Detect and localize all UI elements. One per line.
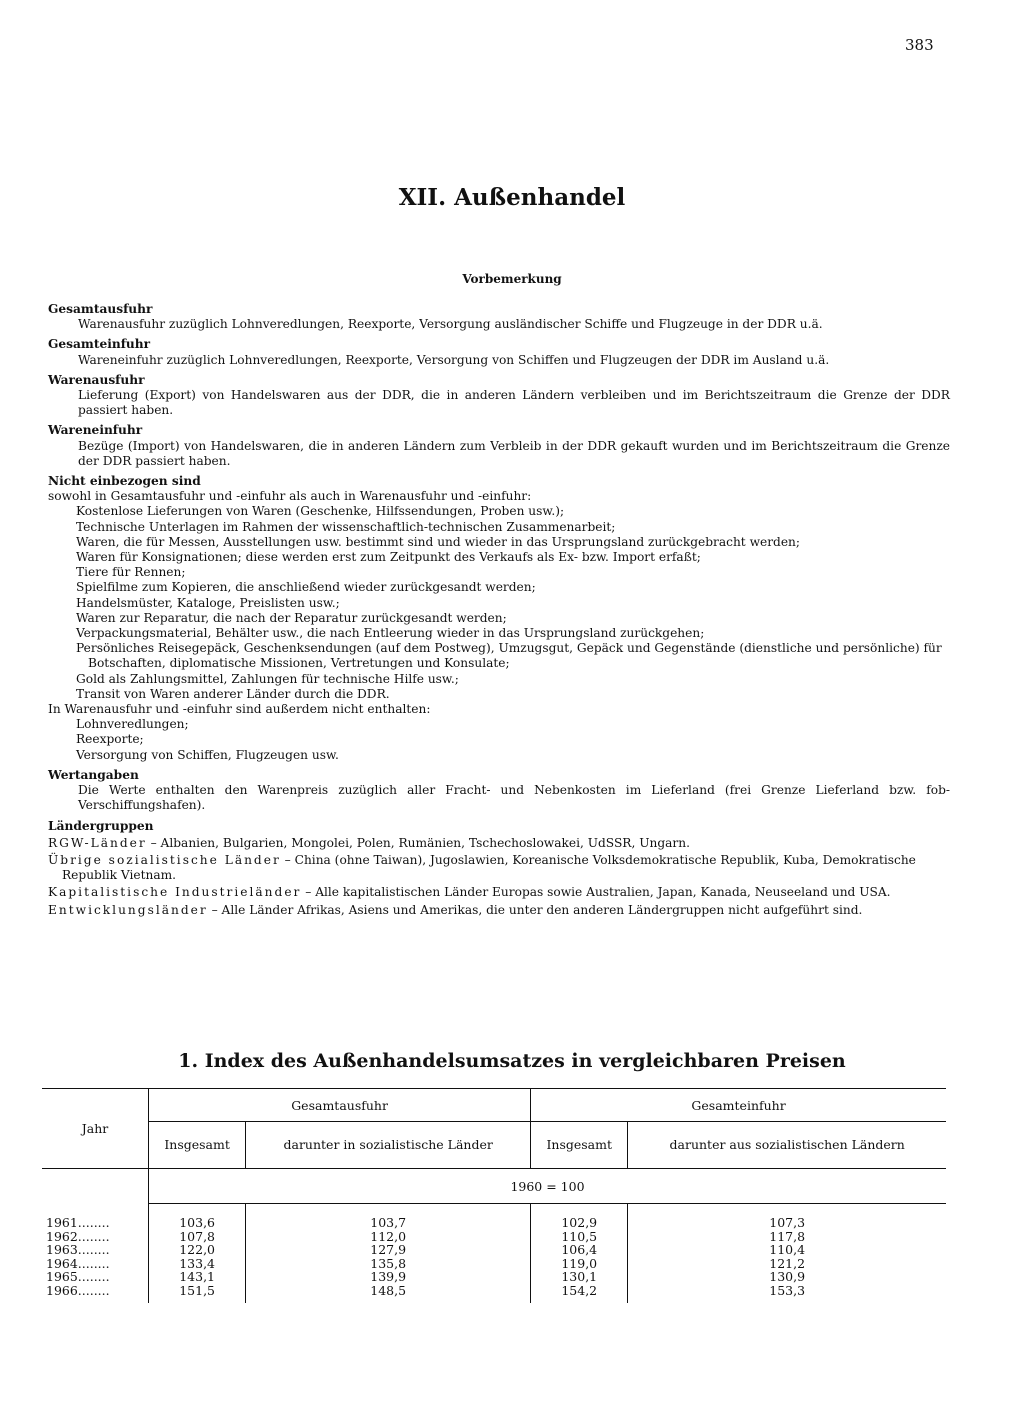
table-row xyxy=(42,1257,946,1271)
import-socialist-cell: 110,4 xyxy=(769,1242,806,1257)
country-group-rgw xyxy=(48,836,950,851)
section-body-gesamteinfuhr: Wareneinfuhr zuzüglich Lohnveredlungen, Reexporte, Versorgung von Schiffen und Flugzeugen der DDR im Ausland u.ä. xyxy=(78,352,830,367)
export-total-cell: 133,4 xyxy=(149,1257,246,1271)
trade-index-table xyxy=(42,1088,946,1303)
year-cell: 1964........ xyxy=(42,1257,149,1271)
list-item: Waren, die für Messen, Ausstellungen usw. bestimmt sind und wieder in das Ursprungsland zurückgebracht werden; xyxy=(76,534,801,549)
import-total-cell: 130,1 xyxy=(531,1270,628,1284)
list-item: Persönliches Reisegepäck, Geschenksendungen (auf dem Postweg), Umzugsgut, Gepäck und Gegenstände (dienstliche und persönliche) für Botschaften, diplomatische Missionen, Vertretungen und Konsulate; xyxy=(76,641,942,671)
country-group-name: RGW-Länder xyxy=(48,835,147,850)
table-title: 1. Index des Außenhandelsumsatzes in vergleichbaren Preisen xyxy=(178,1050,846,1072)
chapter-title: XII. Außenhandel xyxy=(398,184,626,211)
base-year-header: 1960 = 100 xyxy=(149,1169,947,1204)
year-column-header: Jahr xyxy=(42,1089,149,1169)
table-row xyxy=(42,1270,946,1284)
section-body-warenausfuhr: Lieferung (Export) von Handelswaren aus der DDR, die in anderen Ländern verbleiben und im Berichtszeitraum die Grenze der DDR passiert haben. xyxy=(78,388,950,418)
export-socialist-cell: 103,7 xyxy=(246,1216,531,1230)
export-total-cell: 122,0 xyxy=(149,1243,246,1257)
export-total-cell: 143,1 xyxy=(149,1270,246,1284)
import-total-cell: 106,4 xyxy=(531,1243,628,1257)
export-group-header: Gesamtausfuhr xyxy=(149,1089,531,1122)
section-heading-excluded: Nicht einbezogen sind xyxy=(48,474,201,489)
vorbemerkung-section xyxy=(48,302,950,918)
import-socialist-cell: 153,3 xyxy=(769,1282,806,1298)
list-item: Versorgung von Schiffen, Flugzeugen usw. xyxy=(76,747,339,762)
excluded-list xyxy=(48,504,950,702)
excluded-intro: sowohl in Gesamtausfuhr und -einfuhr als auch in Warenausfuhr und -einfuhr: xyxy=(48,489,532,504)
table-row xyxy=(42,1216,946,1230)
country-group-desc: – Alle kapitalistischen Länder Europas sowie Australien, Japan, Kanada, Neuseeland und USA. xyxy=(301,885,891,900)
country-group-name: Kapitalistische Industrieländer xyxy=(48,885,302,900)
export-total-cell: 107,8 xyxy=(149,1230,246,1244)
export-socialist-header: darunter in sozialistische Länder xyxy=(246,1122,531,1169)
import-socialist-cell: 117,8 xyxy=(769,1228,806,1244)
country-group-desc: – China (ohne Taiwan), Jugoslawien, Koreanische Volksdemokratische Republik, Kuba, Demokratische Republik Vietnam. xyxy=(62,852,916,883)
table-row xyxy=(42,1284,946,1304)
export-total-cell: 151,5 xyxy=(149,1284,246,1304)
import-total-cell: 154,2 xyxy=(531,1284,628,1304)
country-group-name: Entwicklungsländer xyxy=(48,902,208,917)
country-group-developing xyxy=(48,903,950,918)
import-socialist-cell: 130,9 xyxy=(769,1269,806,1284)
export-total-cell: 103,6 xyxy=(149,1216,246,1230)
section-heading-laendergruppen: Ländergruppen xyxy=(48,818,154,833)
section-heading-wertangaben: Wertangaben xyxy=(48,767,139,782)
list-item: Tiere für Rennen; xyxy=(76,565,186,580)
import-socialist-cell: 107,3 xyxy=(769,1215,806,1230)
list-item: Technische Unterlagen im Rahmen der wissenschaftlich-technischen Zusammenarbeit; xyxy=(76,519,616,534)
list-item: Transit von Waren anderer Länder durch die DDR. xyxy=(76,686,390,701)
country-group-capitalist xyxy=(48,885,950,900)
import-group-header: Gesamteinfuhr xyxy=(531,1089,946,1122)
list-item: Handelsmüster, Kataloge, Preislisten usw.; xyxy=(76,595,340,610)
list-item: Waren zur Reparatur, die nach der Reparatur zurückgesandt werden; xyxy=(76,610,507,625)
section-body-wertangaben: Die Werte enthalten den Warenpreis zuzüglich aller Fracht- und Nebenkosten im Lieferland (frei Grenze Lieferland bzw. fob-Verschiffungshafen). xyxy=(78,783,950,813)
vorbemerkung-title: Vorbemerkung xyxy=(462,272,562,286)
country-group-other-socialist xyxy=(48,853,950,883)
country-group-desc: – Albanien, Bulgarien, Mongolei, Polen, Rumänien, Tschechoslowakei, UdSSR, Ungarn. xyxy=(146,835,690,850)
import-total-cell: 102,9 xyxy=(531,1216,628,1230)
list-item: Verpackungsmaterial, Behälter usw., die nach Entleerung wieder in das Ursprungsland zurückgehen; xyxy=(76,626,705,641)
list-item: Gold als Zahlungsmittel, Zahlungen für technische Hilfe usw.; xyxy=(76,671,459,686)
import-total-cell: 119,0 xyxy=(531,1257,628,1271)
year-cell: 1965........ xyxy=(42,1270,149,1284)
year-cell: 1966........ xyxy=(42,1284,149,1304)
export-socialist-cell: 127,9 xyxy=(246,1243,531,1257)
export-socialist-cell: 135,8 xyxy=(246,1257,531,1271)
excluded-intro-2: In Warenausfuhr und -einfuhr sind außerdem nicht enthalten: xyxy=(48,702,431,717)
section-heading-warenausfuhr: Warenausfuhr xyxy=(48,372,145,387)
list-item: Kostenlose Lieferungen von Waren (Geschenke, Hilfssendungen, Proben usw.); xyxy=(76,504,565,519)
section-heading-gesamteinfuhr: Gesamteinfuhr xyxy=(48,337,151,352)
table-row xyxy=(42,1230,946,1244)
import-socialist-cell: 121,2 xyxy=(769,1255,806,1271)
list-item: Reexporte; xyxy=(76,732,144,747)
export-total-header: Insgesamt xyxy=(149,1122,246,1169)
export-socialist-cell: 148,5 xyxy=(246,1284,531,1304)
year-cell: 1962........ xyxy=(42,1230,149,1244)
country-group-name: Übrige sozialistische Länder xyxy=(48,852,281,867)
import-total-header: Insgesamt xyxy=(531,1122,628,1169)
country-group-desc: – Alle Länder Afrikas, Asiens und Amerikas, die unter den anderen Ländergruppen nicht aufgeführt sind. xyxy=(207,902,863,917)
year-cell: 1963........ xyxy=(42,1243,149,1257)
section-heading-gesamtausfuhr: Gesamtausfuhr xyxy=(48,302,153,316)
list-item: Spielfilme zum Kopieren, die anschließend wieder zurückgesandt werden; xyxy=(76,580,536,595)
import-total-cell: 110,5 xyxy=(531,1230,628,1244)
export-socialist-cell: 139,9 xyxy=(246,1270,531,1284)
section-body-gesamtausfuhr: Warenausfuhr zuzüglich Lohnveredlungen, Reexporte, Versorgung ausländischer Schiffe und Flugzeuge in der DDR u.ä. xyxy=(78,317,823,332)
list-item: Waren für Konsignationen; diese werden erst zum Zeitpunkt des Verkaufs als Ex- bzw. Import erfaßt; xyxy=(76,550,701,565)
export-socialist-cell: 112,0 xyxy=(246,1230,531,1244)
year-cell: 1961........ xyxy=(42,1216,149,1230)
year-header-spacer xyxy=(42,1169,149,1204)
import-socialist-header: darunter aus sozialistischen Ländern xyxy=(628,1122,946,1169)
table-row xyxy=(42,1243,946,1257)
section-heading-wareneinfuhr: Wareneinfuhr xyxy=(48,423,143,438)
list-item: Lohnveredlungen; xyxy=(76,717,189,732)
section-body-wareneinfuhr: Bezüge (Import) von Handelswaren, die in anderen Ländern zum Verbleib in der DDR gekauft wurden und im Berichtszeitraum die Grenze der DDR passiert haben. xyxy=(78,438,950,468)
excluded-list-2 xyxy=(48,717,950,763)
page-number: 383 xyxy=(905,36,934,54)
